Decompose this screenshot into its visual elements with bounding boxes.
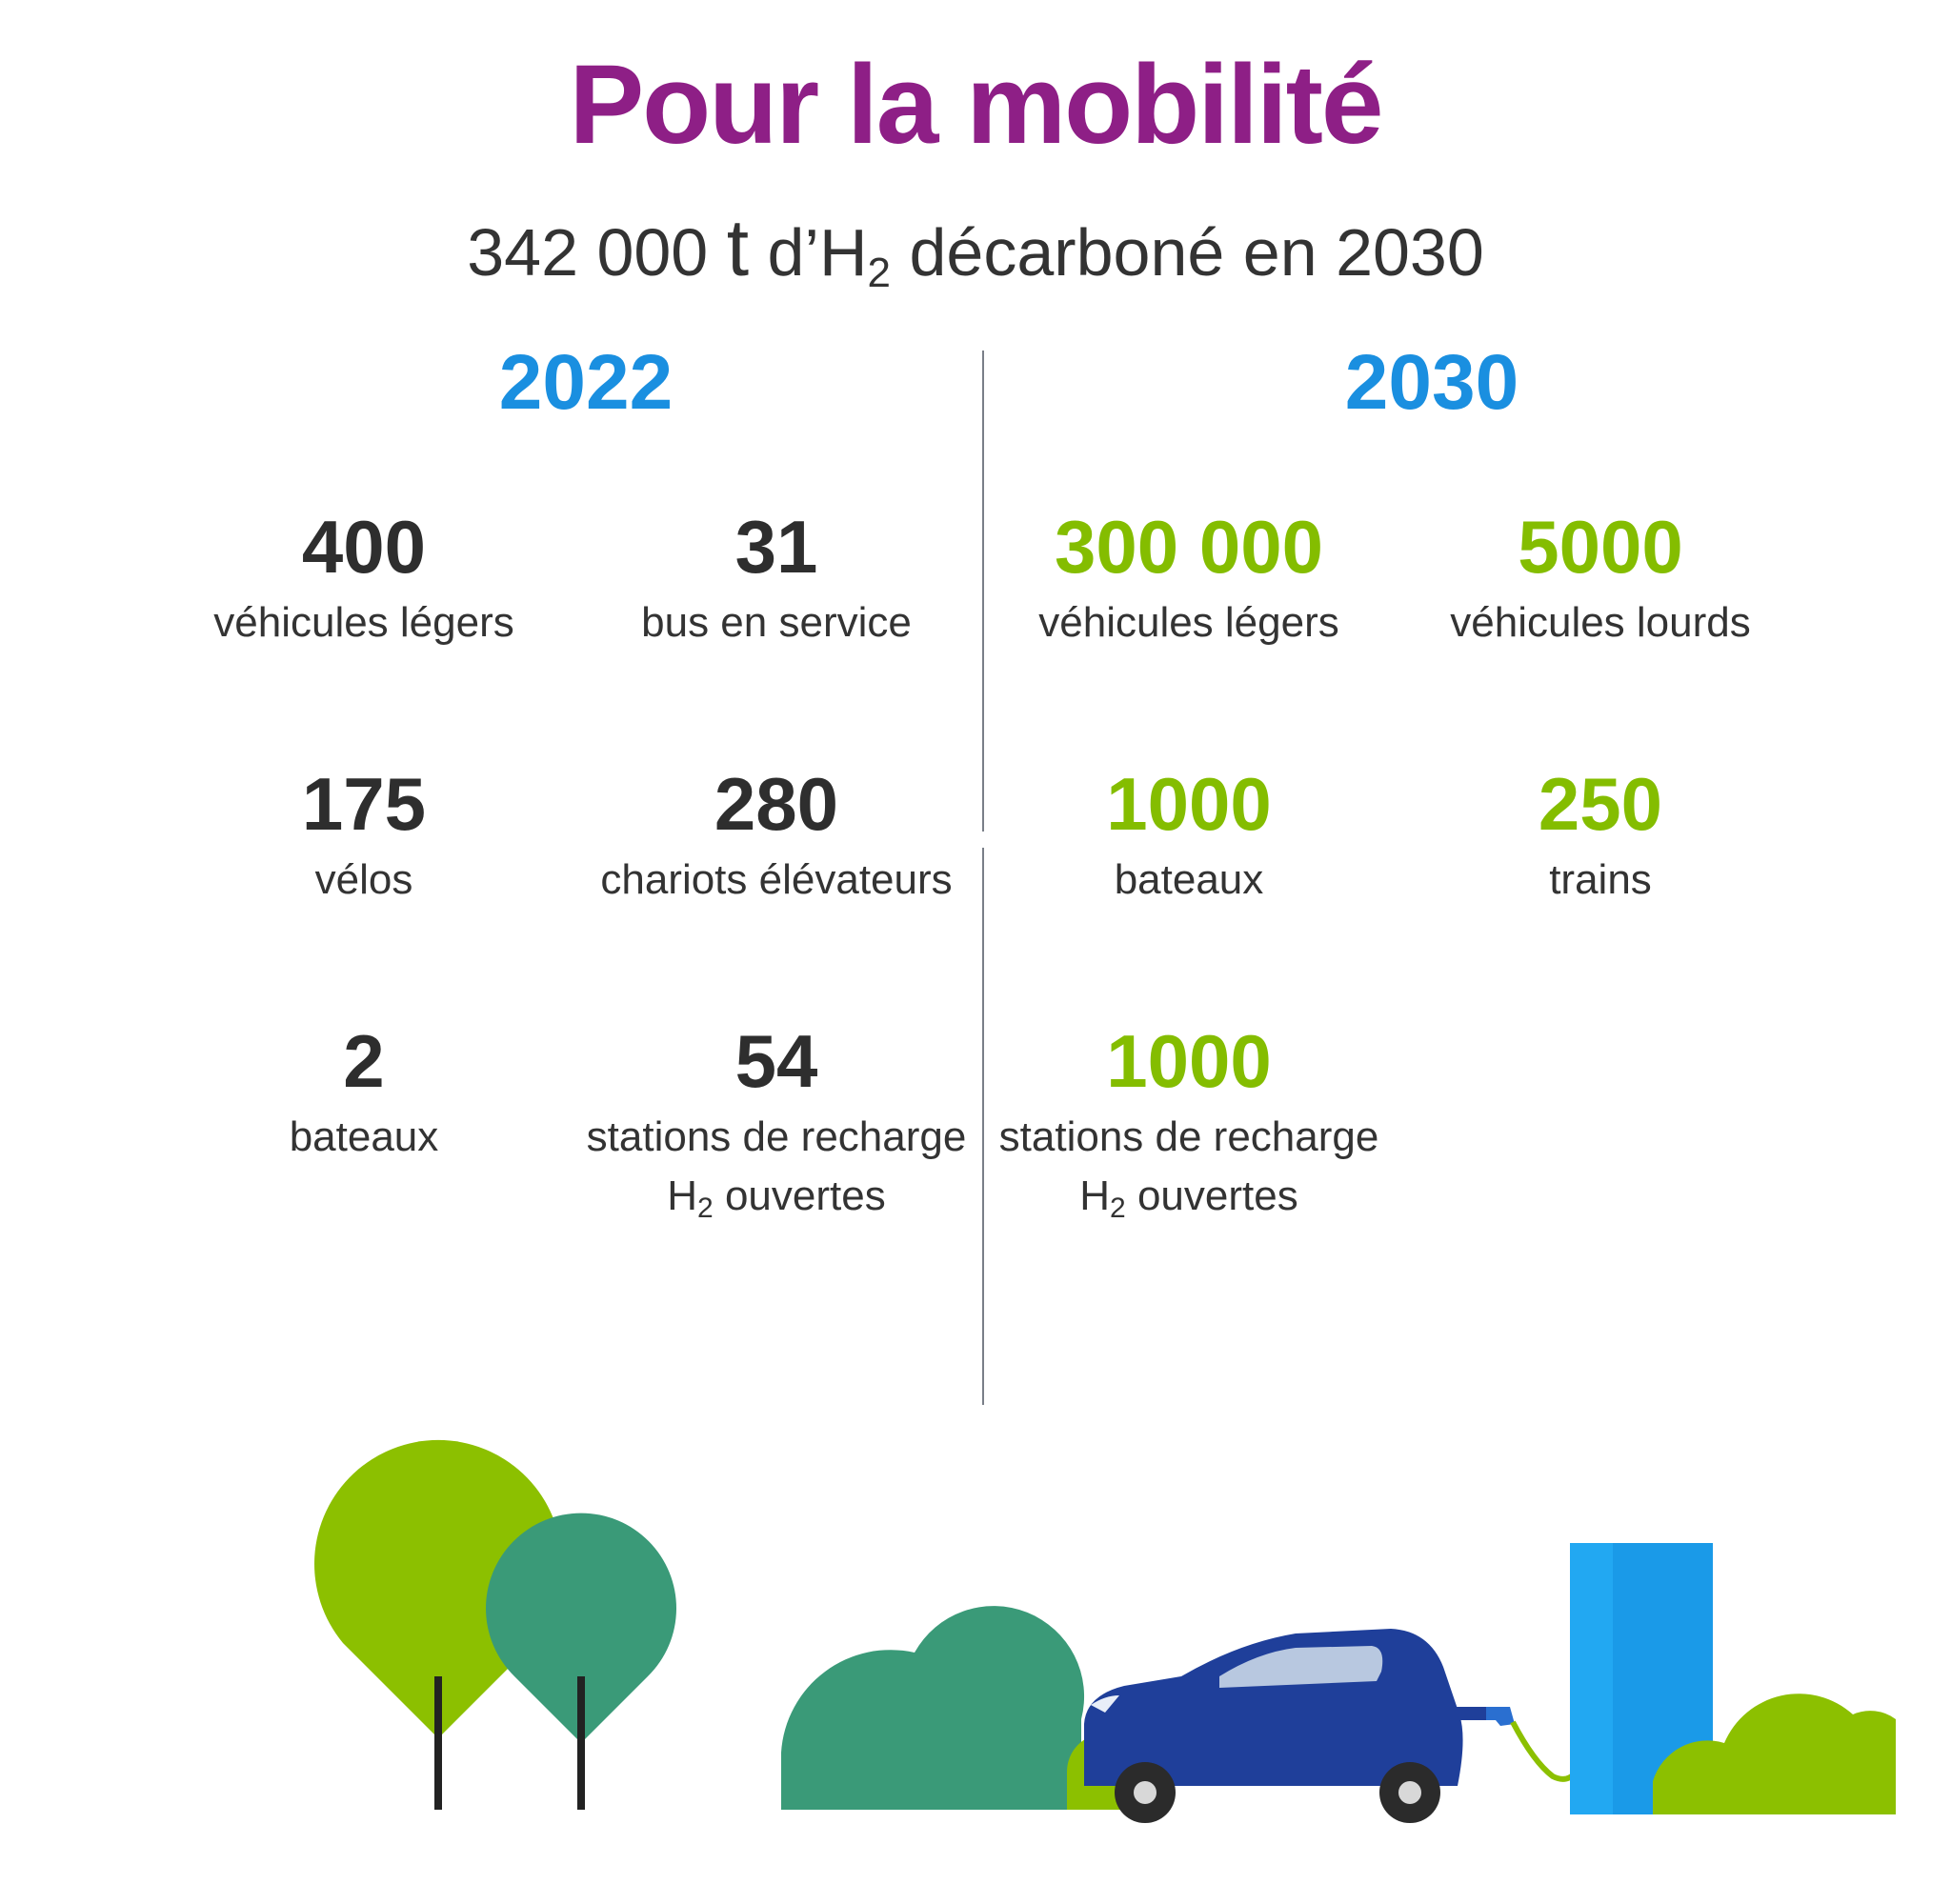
- stat-label: chariots élévateurs: [600, 856, 953, 903]
- stat-value: 300 000: [1055, 505, 1323, 589]
- stat-label-line1: stations de recharge: [586, 1113, 967, 1160]
- subtitle-h-prefix: d’H: [767, 215, 868, 290]
- tree-icon: [486, 1513, 676, 1810]
- subtitle-h-sub: 2: [867, 250, 892, 296]
- stat-2022-light-vehicles: [164, 505, 564, 652]
- h-letter: H: [667, 1172, 698, 1219]
- stat-label: [989, 1108, 1389, 1238]
- stat-2030-stations: [989, 1019, 1389, 1238]
- subtitle-unit: t: [726, 203, 750, 292]
- column-divider-bottom: [982, 848, 984, 1405]
- h-subscript: 2: [697, 1193, 714, 1224]
- stat-2022-stations: [576, 1019, 976, 1238]
- stat-2022-buses: [576, 505, 976, 652]
- stat-value: 280: [714, 762, 839, 846]
- mobility-illustration: [0, 1410, 1951, 1838]
- stat-label: bateaux: [289, 1113, 439, 1160]
- h-letter: H: [1079, 1172, 1111, 1219]
- stat-2030-trains: [1400, 762, 1800, 910]
- stat-label: vélos: [314, 856, 413, 903]
- stat-label: bateaux: [1114, 856, 1264, 903]
- subtitle-rest: décarboné en 2030: [909, 215, 1484, 290]
- stat-value: 400: [301, 505, 427, 589]
- stat-value: 31: [734, 505, 818, 589]
- stat-label: [576, 1108, 976, 1238]
- subtitle-amount: 342 000: [467, 215, 709, 290]
- column-divider-top: [982, 351, 984, 832]
- stat-2022-forklifts: [576, 762, 976, 910]
- stat-label: véhicules légers: [1038, 599, 1339, 646]
- subtitle: [0, 202, 1951, 297]
- h-subscript: 2: [1110, 1193, 1126, 1224]
- stat-label: véhicules lourds: [1450, 599, 1751, 646]
- stat-2022-boats: [164, 1019, 564, 1167]
- stat-label-line1: stations de recharge: [998, 1113, 1379, 1160]
- page-title: Pour la mobilité: [569, 42, 1382, 168]
- stat-label: bus en service: [641, 599, 912, 646]
- stat-2030-boats: [989, 762, 1389, 910]
- stat-value: 2: [343, 1019, 385, 1103]
- label-rest: ouvertes: [1125, 1172, 1298, 1219]
- stat-value: 54: [734, 1019, 818, 1103]
- stat-value: 1000: [1106, 1019, 1272, 1103]
- stat-label: trains: [1549, 856, 1652, 903]
- stat-value: 5000: [1518, 505, 1683, 589]
- stat-label: véhicules légers: [213, 599, 514, 646]
- stat-value: 175: [301, 762, 427, 846]
- stat-label-line2: [989, 1167, 1389, 1238]
- year-2030-heading: 2030: [1344, 339, 1519, 426]
- car-icon: [1084, 1629, 1463, 1823]
- stat-2022-bikes: [164, 762, 564, 910]
- stat-value: 250: [1538, 762, 1663, 846]
- stat-value: 1000: [1106, 762, 1272, 846]
- stat-2030-light-vehicles: [989, 505, 1389, 652]
- stat-label-line2: [576, 1167, 976, 1238]
- year-2022-heading: 2022: [498, 339, 674, 426]
- stat-2030-heavy-vehicles: [1400, 505, 1800, 652]
- label-rest: ouvertes: [713, 1172, 886, 1219]
